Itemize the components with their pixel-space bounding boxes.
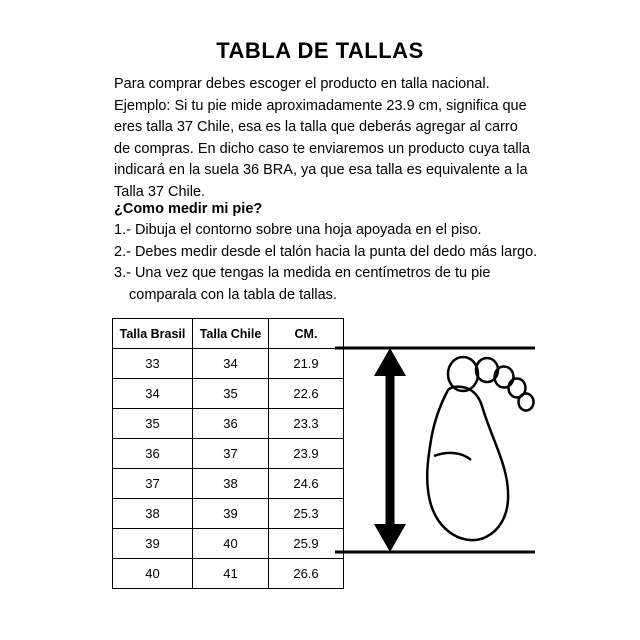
table-row bbox=[113, 409, 344, 439]
table-header-brasil: Talla Brasil bbox=[113, 319, 193, 349]
cell-chile: 34 bbox=[193, 349, 269, 379]
table-row bbox=[113, 349, 344, 379]
cell-cm: 24.6 bbox=[269, 469, 344, 499]
cell-chile: 39 bbox=[193, 499, 269, 529]
intro-paragraph-2: Ejemplo: Si tu pie mide aproximadamente 23.9 cm, significa que eres talla 37 Chile, esa es la talla que deberás agregar al carro de compras. En dicho caso te enviaremos un producto cuya talla indicará en la suela 36 BRA, ya que esa talla es equivalente a la Talla 37 Chile. bbox=[114, 97, 530, 200]
intro-paragraph-1: Para comprar debes escoger el producto en talla nacional. bbox=[114, 76, 490, 92]
size-table bbox=[112, 318, 344, 589]
foot-measurement-diagram bbox=[330, 330, 560, 570]
page-title: TABLA DE TALLAS bbox=[216, 38, 424, 63]
cell-cm: 22.6 bbox=[269, 379, 344, 409]
cell-chile: 37 bbox=[193, 439, 269, 469]
table-row bbox=[113, 379, 344, 409]
measure-step-3-cont: comparala con la tabla de tallas. bbox=[129, 286, 337, 303]
cell-brasil: 36 bbox=[113, 439, 193, 469]
cell-cm: 23.3 bbox=[269, 409, 344, 439]
cell-chile: 40 bbox=[193, 529, 269, 559]
cell-cm: 26.6 bbox=[269, 559, 344, 589]
table-header-chile: Talla Chile bbox=[193, 319, 269, 349]
measure-step-1: 1.- Dibuja el contorno sobre una hoja apoyada en el piso. bbox=[114, 222, 482, 238]
cell-brasil: 33 bbox=[113, 349, 193, 379]
cell-chile: 41 bbox=[193, 559, 269, 589]
table-row bbox=[113, 499, 344, 529]
cell-cm: 23.9 bbox=[269, 439, 344, 469]
table-row bbox=[113, 469, 344, 499]
cell-brasil: 35 bbox=[113, 409, 193, 439]
cell-brasil: 39 bbox=[113, 529, 193, 559]
table-row bbox=[113, 529, 344, 559]
measure-step-2: 2.- Debes medir desde el talón hacia la punta del dedo más largo. bbox=[114, 243, 538, 260]
cell-chile: 35 bbox=[193, 379, 269, 409]
measure-steps bbox=[114, 220, 544, 306]
cell-brasil: 38 bbox=[113, 499, 193, 529]
table-header-row bbox=[113, 319, 344, 349]
intro-text bbox=[114, 74, 534, 203]
cell-brasil: 34 bbox=[113, 379, 193, 409]
cell-brasil: 40 bbox=[113, 559, 193, 589]
cell-cm: 21.9 bbox=[269, 349, 344, 379]
table-row bbox=[113, 439, 344, 469]
cell-brasil: 37 bbox=[113, 469, 193, 499]
cell-cm: 25.3 bbox=[269, 499, 344, 529]
measure-section-heading: ¿Como medir mi pie? bbox=[114, 201, 263, 217]
measurement-arrow bbox=[374, 348, 406, 552]
cell-chile: 38 bbox=[193, 469, 269, 499]
table-row bbox=[113, 559, 344, 589]
measure-step-3: 3.- Una vez que tengas la medida en centímetros de tu pie bbox=[114, 265, 491, 281]
cell-cm: 25.9 bbox=[269, 529, 344, 559]
foot-outline bbox=[427, 357, 533, 540]
table-header-cm: CM. bbox=[269, 319, 344, 349]
cell-chile: 36 bbox=[193, 409, 269, 439]
